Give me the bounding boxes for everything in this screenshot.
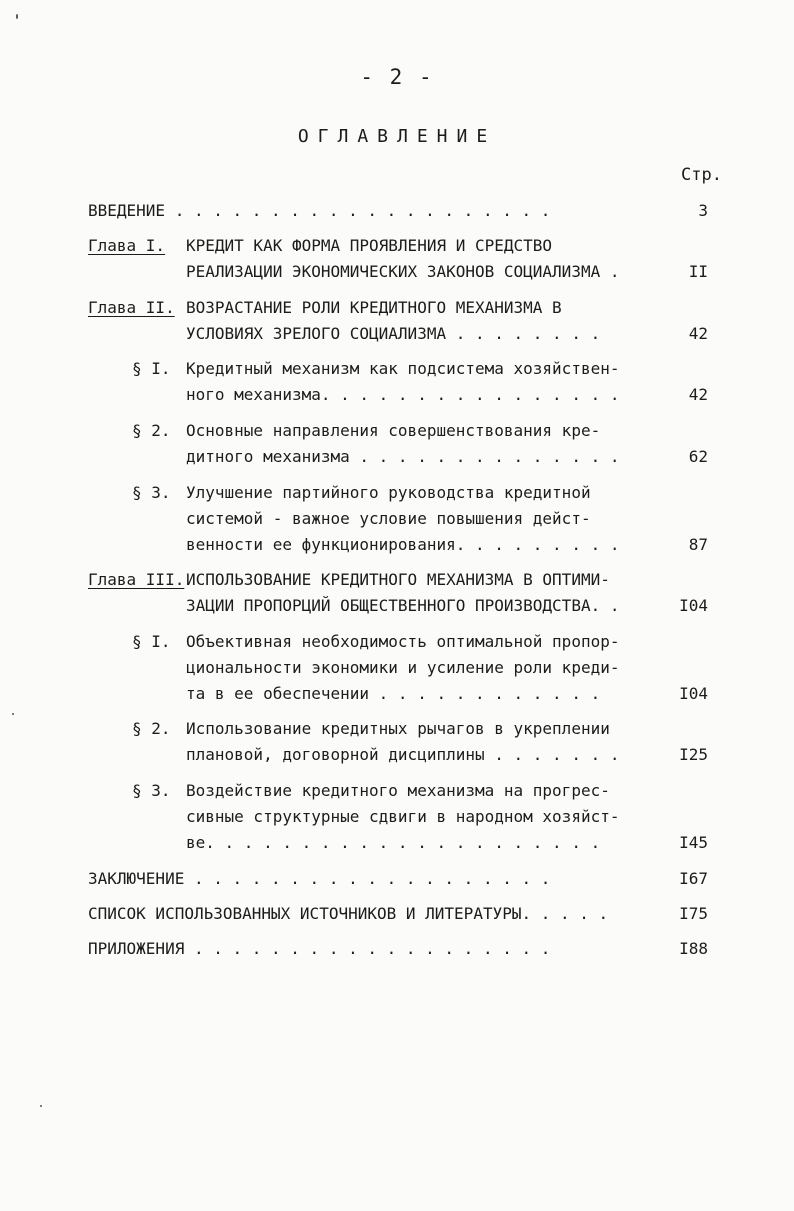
entry-page: II xyxy=(688,262,708,281)
section-label: § 2. xyxy=(132,421,171,440)
toc-entry-line xyxy=(186,830,600,856)
scan-speck xyxy=(16,14,18,19)
entry-text: Объективная необходимость оптимальной пропор- xyxy=(186,632,620,651)
leader-dots: . . . . . . . . . . . . . . . . . . . xyxy=(184,869,551,888)
leader-dots: . xyxy=(600,596,620,615)
toc-entry-line xyxy=(186,532,619,558)
leader-dots: . . . . . . . . xyxy=(465,535,620,554)
entry-text: Кредитный механизм как подсистема хозяйствен- xyxy=(186,359,620,378)
toc-entry-line xyxy=(186,681,600,707)
entry-page: 3 xyxy=(698,201,708,220)
entry-text: ВВЕДЕНИЕ xyxy=(88,201,166,220)
chapter-label: Глава I. xyxy=(88,236,166,255)
toc-entry-line xyxy=(186,259,619,285)
entry-page: I04 xyxy=(679,684,708,703)
page-title: ОГЛАВЛЕНИЕ xyxy=(297,126,497,147)
entry-text: плановой, договорной дисциплины xyxy=(186,745,485,764)
toc-entry-line xyxy=(186,444,619,470)
entry-page: 62 xyxy=(688,447,708,466)
leader-dots: . . . . xyxy=(531,904,609,923)
entry-text: сивные структурные сдвиги в народном хозяйст- xyxy=(186,807,620,826)
entry-text: венности ее функционирования. xyxy=(186,535,466,554)
entry-text: КРЕДИТ КАК ФОРМА ПРОЯВЛЕНИЯ И СРЕДСТВО xyxy=(186,236,553,255)
entry-text: циональности экономики и усиление роли креди- xyxy=(186,658,620,677)
leader-dots: . . . . . . . . . . . . . . . . . . . xyxy=(184,939,551,958)
scan-speck xyxy=(12,713,14,715)
entry-text: Воздействие кредитного механизма на прогрес- xyxy=(186,781,610,800)
leader-dots: . . . . . . . . xyxy=(446,324,601,343)
entry-text: ВОЗРАСТАНИЕ РОЛИ КРЕДИТНОГО МЕХАНИЗМА В xyxy=(186,298,562,317)
entry-page: I88 xyxy=(679,939,708,958)
entry-text: ПРИЛОЖЕНИЯ xyxy=(88,939,185,958)
section-label: § 3. xyxy=(132,781,171,800)
chapter-label: Глава III. xyxy=(88,570,185,589)
entry-page: 87 xyxy=(688,535,708,554)
leader-dots: . . . . . . . . . . . . . . . . . . . . xyxy=(165,201,551,220)
chapter-label: Глава II. xyxy=(88,298,175,317)
entry-text: ЗАЦИИ ПРОПОРЦИЙ ОБЩЕСТВЕННОГО ПРОИЗВОДСТВА. xyxy=(186,596,601,615)
entry-text: РЕАЛИЗАЦИИ ЭКОНОМИЧЕСКИХ ЗАКОНОВ СОЦИАЛИЗМА xyxy=(186,262,601,281)
entry-text: дитного механизма xyxy=(186,447,350,466)
entry-text: ИСПОЛЬЗОВАНИЕ КРЕДИТНОГО МЕХАНИЗМА В ОПТИМИ- xyxy=(186,570,610,589)
leader-dots: . xyxy=(600,262,620,281)
entry-page: I75 xyxy=(679,904,708,923)
page-column-label: Стр. xyxy=(681,165,722,185)
entry-text: Улучшение партийного руководства кредитной xyxy=(186,483,591,502)
entry-page: I04 xyxy=(679,596,708,615)
entry-page: 42 xyxy=(688,385,708,404)
section-label: § 3. xyxy=(132,483,171,502)
toc-entry-appendices xyxy=(88,936,550,962)
entry-text: УСЛОВИЯХ ЗРЕЛОГО СОЦИАЛИЗМА xyxy=(186,324,447,343)
section-label: § I. xyxy=(132,359,171,378)
entry-text: та в ее обеспечении xyxy=(186,684,370,703)
entry-page: I25 xyxy=(679,745,708,764)
entry-text: СПИСОК ИСПОЛЬЗОВАННЫХ ИСТОЧНИКОВ И ЛИТЕРАТУРЫ. xyxy=(88,904,532,923)
toc-entry-introduction xyxy=(88,198,550,224)
section-label: § I. xyxy=(132,632,171,651)
entry-page: I45 xyxy=(679,833,708,852)
section-label: § 2. xyxy=(132,719,171,738)
toc-entry-line xyxy=(186,321,600,347)
toc-entry-line xyxy=(186,382,619,408)
entry-page: 42 xyxy=(688,324,708,343)
entry-text: ве. xyxy=(186,833,215,852)
toc-entry-line xyxy=(186,742,619,768)
leader-dots: . . . . . . . . . . . . . . xyxy=(349,447,620,466)
leader-dots: . . . . . . . . . . . . xyxy=(369,684,601,703)
leader-dots: . . . . . . . . . . . . . . . xyxy=(330,385,620,404)
entry-text: ного механизма. xyxy=(186,385,331,404)
entry-text: Использование кредитных рычагов в укреплении xyxy=(186,719,610,738)
entry-page: I67 xyxy=(679,869,708,888)
toc-entry-line xyxy=(186,593,619,619)
toc-entry-bibliography xyxy=(88,901,608,927)
entry-text: Основные направления совершенствования кре- xyxy=(186,421,601,440)
page-number: - 2 - xyxy=(360,65,434,89)
entry-text: ЗАКЛЮЧЕНИЕ xyxy=(88,869,185,888)
leader-dots: . . . . . . . xyxy=(484,745,620,764)
leader-dots: . . . . . . . . . . . . . . . . . . . . xyxy=(214,833,601,852)
scan-speck xyxy=(40,1105,42,1107)
entry-text: системой - важное условие повышения дейст- xyxy=(186,509,591,528)
toc-entry-conclusion xyxy=(88,866,550,892)
